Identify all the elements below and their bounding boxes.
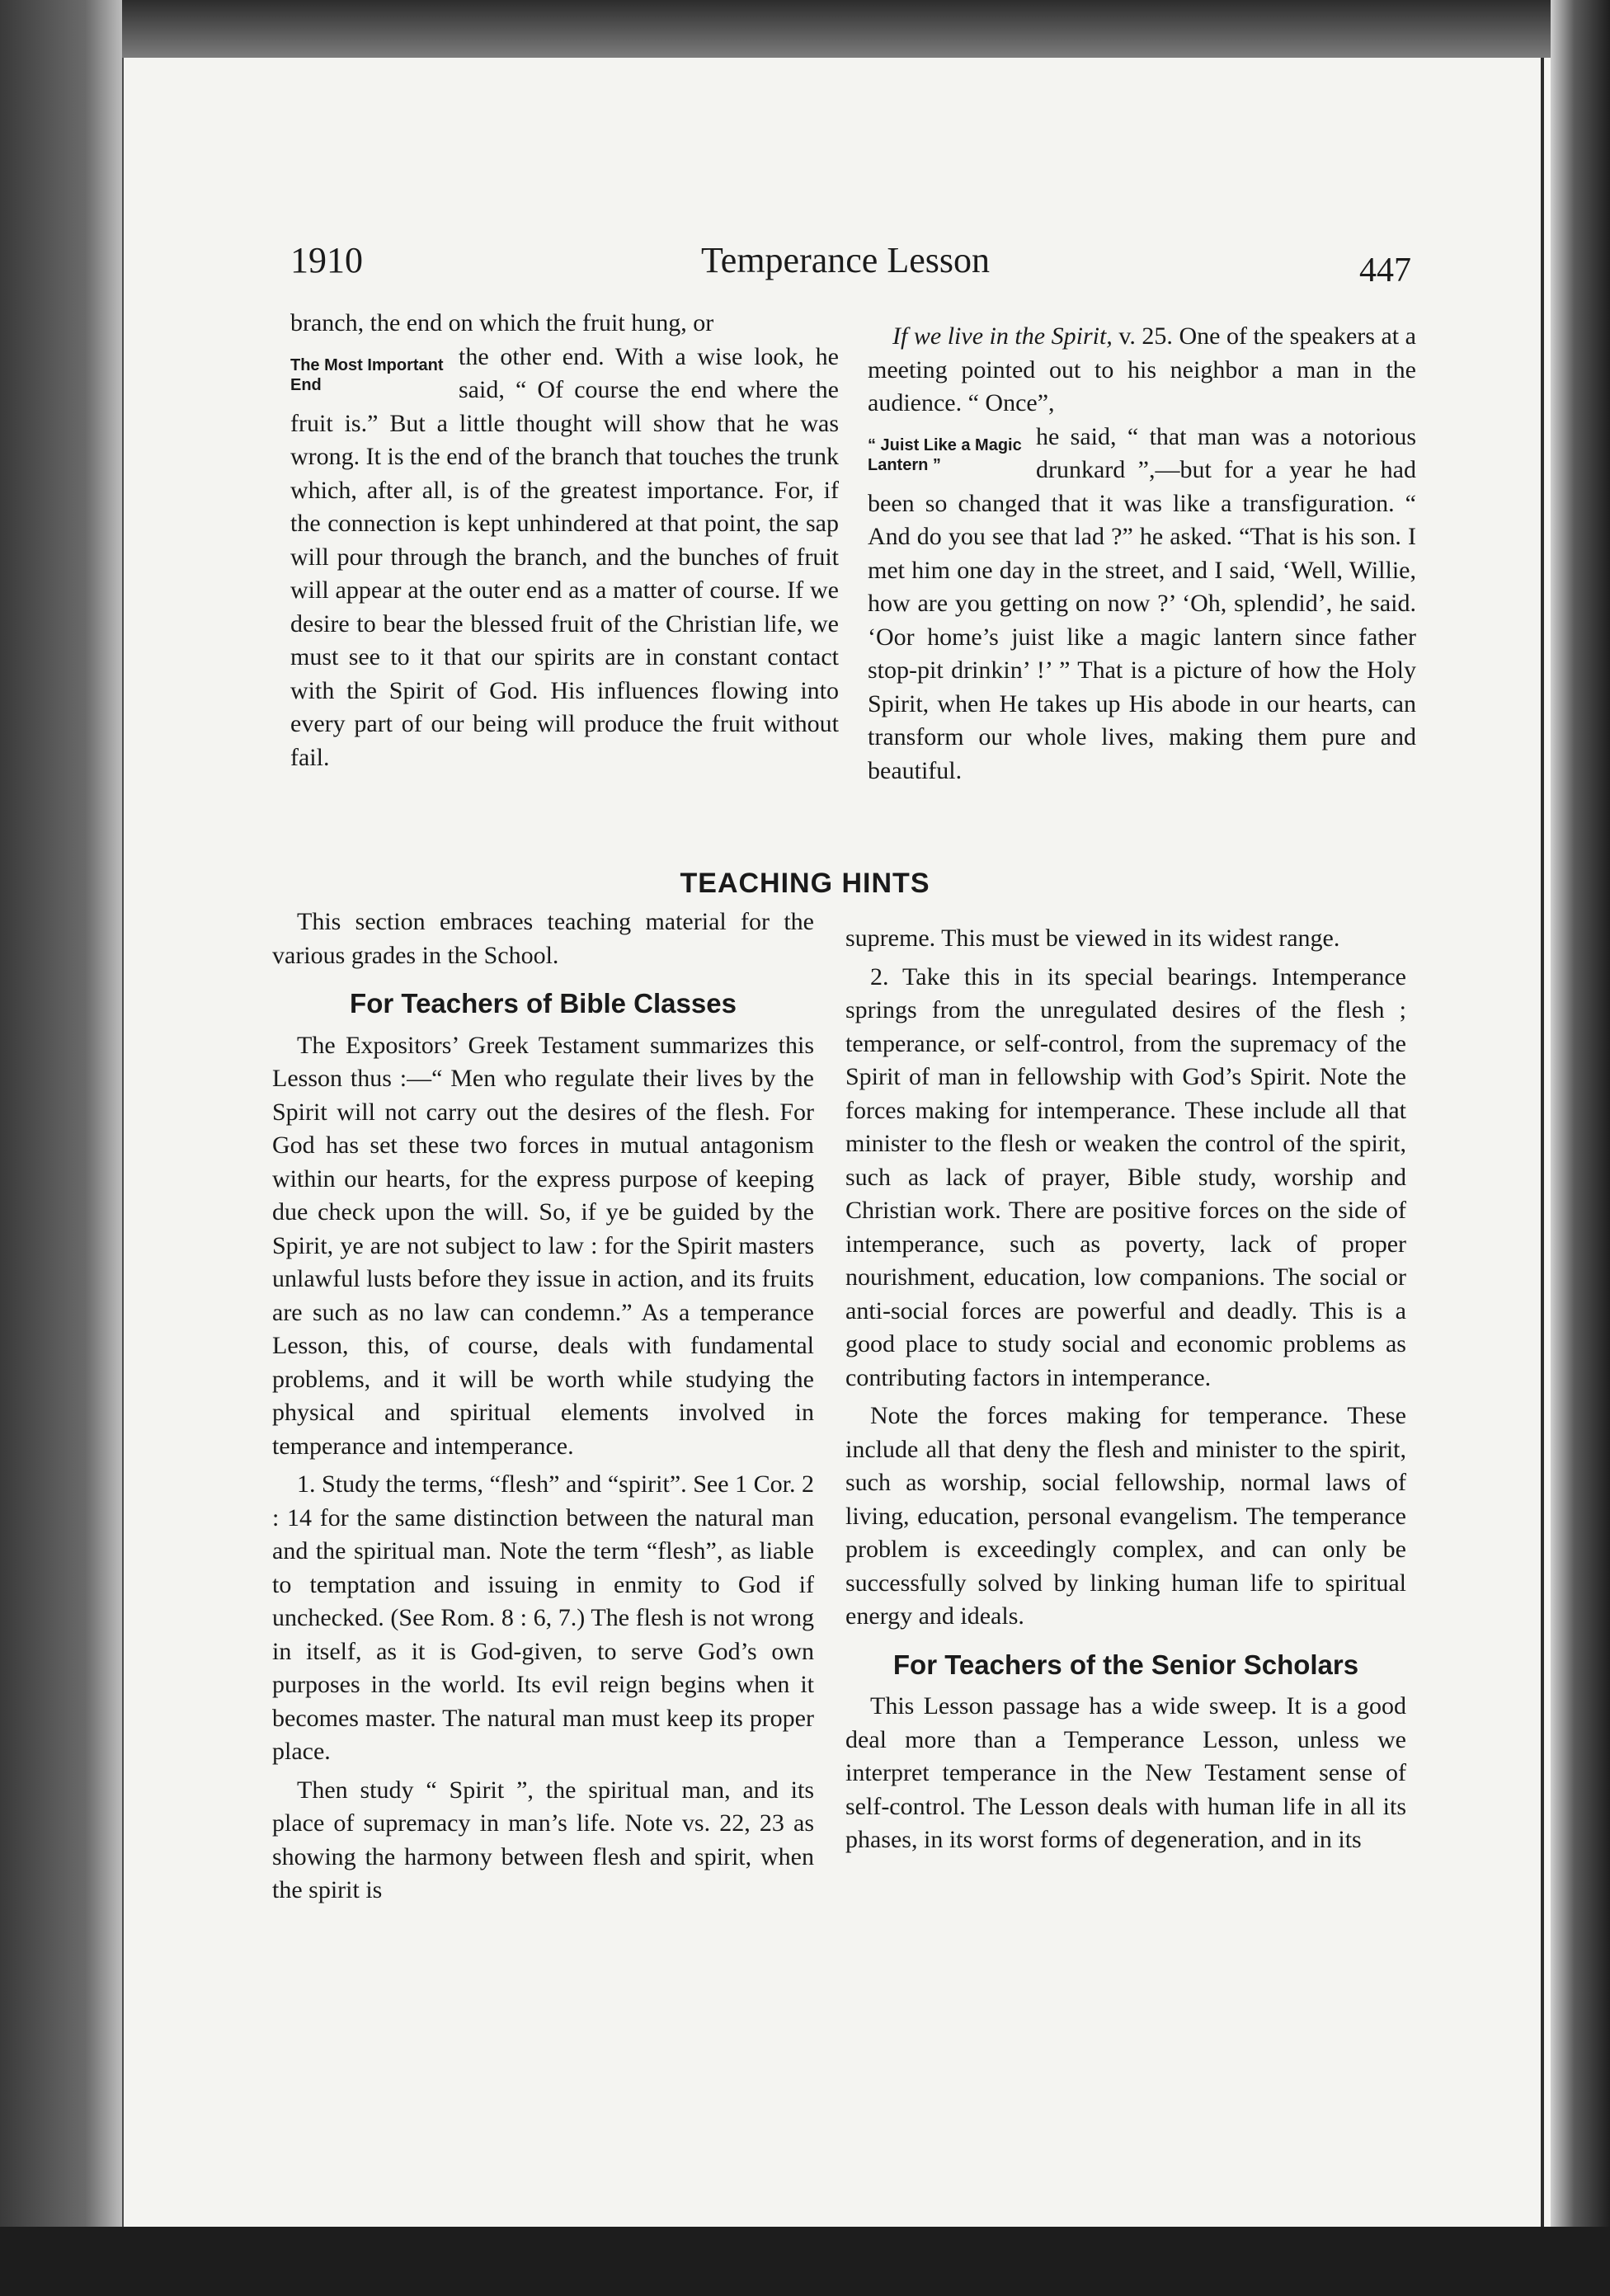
running-header <box>0 239 1610 289</box>
scan-border-right <box>1551 0 1610 2296</box>
header-title: Temperance Lesson <box>701 240 990 280</box>
column-bottom-right <box>845 922 1406 1857</box>
header-year: 1910 <box>290 240 363 280</box>
column-bottom-left <box>272 906 814 1908</box>
paragraph-body: the other end. With a wise look, he said, “ Of course the end where the fruit is.” But a little thought will show that he was wrong. It is the end of the branch that touches the trunk which, after all, is of the greatest importance. For, if the connection is kept unhindered at that point, the sap will pour through the branch, and the bunches of fruit will appear at the outer end as a matter of course. If we desire to bear the blessed fruit of the Christian life, we must see to it that our spirits are in constant contact with the Spirit of God. His influences flowing into every part of our being will produce the fruit without fail. <box>290 342 839 771</box>
margin-note-most-important-end: The Most Important End <box>290 355 444 394</box>
column-top-right <box>868 320 1416 788</box>
lead-italic: If we live in the Spirit, <box>892 322 1113 350</box>
paragraph-continued: supreme. This must be viewed in its widest range. <box>845 925 1340 952</box>
paragraph-section-intro: This section embraces teaching material for the various grades in the School. <box>272 908 814 969</box>
paragraph: Note the forces making for temperance. These include all that deny the flesh and minister to the spirit, such as worship, social fellowship, normal laws of living, education, personal evangelism. The temperance problem is exceedingly complex, and can only be successfully solved by linking human life to spiritual energy and ideals. <box>845 1402 1406 1630</box>
subhead-bible-classes: For Teachers of Bible Classes <box>350 988 737 1019</box>
paragraph: 1. Study the terms, “flesh” and “spirit”. See 1 Cor. 2 : 14 for the same distinction between the natural man and the spiritual man. Note the term “flesh”, as liable to temptation and issuing in enmity to God if unchecked. (See Rom. 8 : 6, 7.) The flesh is not wrong in itself, as it is God-given, to serve God’s own purposes in the world. Its evil reign begins when it becomes master. The natural man must keep its proper place. <box>272 1470 814 1765</box>
paragraph: This Lesson passage has a wide sweep. It is a good deal more than a Temperance Lesson, unless we interpret temperance in the New Testament sense of self-control. The Lesson deals with human life in all its phases, in its worst forms of degeneration, and in its <box>845 1692 1406 1853</box>
subhead-senior-scholars: For Teachers of the Senior Scholars <box>892 1649 1359 1680</box>
scan-border-left <box>0 0 122 2296</box>
page-edge-rule <box>1541 58 1544 2227</box>
paragraph: The Expositors’ Greek Testament summarizes this Lesson thus :—“ Men who regulate their lives by the Spirit will not carry out the desires of the flesh. For God has set these two forces in mutual antagonism within our hearts, for the express purpose of keeping due check upon the will. So, if ye be guided by the Spirit, ye are not subject to law : for the Spirit masters unlawful lusts before they issue in action, and its fruits are such as no law can condemn.” As a temperance Lesson, this, of course, deals with fundamental problems, and it will be worth while studying the physical and spiritual elements involved in temperance and intemperance. <box>272 1031 814 1460</box>
margin-note-magic-lantern: “ Juist Like a Magic Lantern ” <box>868 435 1022 474</box>
paragraph-intro: branch, the end on which the fruit hung, or <box>290 309 714 336</box>
paragraph: 2. Take this in its special bearings. Intemperance springs from the unregulated desires of the flesh ; temperance, or self-control, from the supremacy of the Spirit of man in fellowship with God’s Spirit. Note the forces making for intemperance. These include all that minister to the flesh or weaken the control of the spirit, such as lack of prayer, Bible study, worship and Christian work. There are positive forces on the side of intemperance, such as poverty, lack of proper nourishment, education, low companions. The social or anti-social forces are powerful and deadly. This is a good place to study social and economic problems as contributing factors in intemperance. <box>845 962 1406 1391</box>
paragraph-body: he said, “ that man was a notorious drunkard ”,—but for a year he had been so changed that it was like a transfiguration. “ And do you see that lad ?” he asked. “That is his son. I met him one day in the street, and I said, ‘Well, Willie, how are you getting on now ?’ ‘Oh, splendid’, he said. ‘Oor home’s juist like a magic lantern since father stop-pit drinkin’ !’ ” That is a picture of how the Holy Spirit, when He takes up His abode in our hearts, can transform our whole lives, making them pure and beautiful. <box>868 422 1416 784</box>
paragraph: Then study “ Spirit ”, the spiritual man, and its place of supremacy in man’s life. Note vs. 22, 23 as showing the harmony between flesh and spirit, when the spirit is <box>272 1776 814 1903</box>
section-title: TEACHING HINTS <box>680 868 930 899</box>
paragraph-intro <box>868 320 1416 421</box>
scan-border-bottom <box>0 2227 1610 2296</box>
header-page-number: 447 <box>1359 252 1411 289</box>
lead-text: v. 25. One of the speakers at a meeting pointed out to his neighbor a man in the audience. “ Once”, <box>868 322 1416 416</box>
scan-border-top <box>0 0 1610 58</box>
column-top-left <box>290 307 839 774</box>
